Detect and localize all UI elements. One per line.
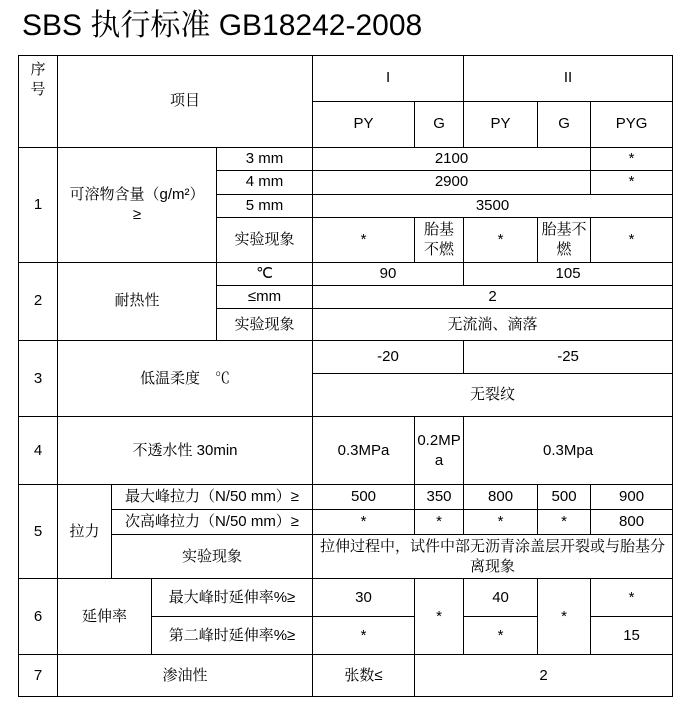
row-oil-permeation [19, 655, 673, 697]
r1-phen-py-ii: * [464, 217, 538, 262]
r6-max-py-ii: 40 [464, 579, 538, 617]
r1-sub-4mm: 4 mm [217, 171, 313, 194]
r5-sec-g-ii: * [538, 510, 591, 535]
r1-phen-py-i: * [313, 217, 415, 262]
r1-phen-g-i: 胎基不燃 [415, 217, 464, 262]
r6-seq: 6 [19, 579, 58, 655]
r6-label: 延伸率 [58, 579, 152, 655]
r1-phen-g-ii: 胎基不燃 [538, 217, 591, 262]
header-group-i-cell: I [313, 56, 464, 102]
r5-sec-py-i: * [313, 510, 415, 535]
r5-max-pyg: 900 [591, 485, 673, 510]
r5-phen-value: 拉伸过程中，试件中部无沥青涂盖层开裂或与胎基分离现象 [313, 535, 673, 579]
r1-sub-5mm: 5 mm [217, 194, 313, 217]
r1-sub-phen: 实验现象 [217, 217, 313, 262]
r4-seq: 4 [19, 417, 58, 485]
header-col-py-ii: PY [464, 102, 538, 148]
r2-temp-i-value: 90 [313, 262, 464, 285]
row-lowtemp-values [19, 341, 673, 374]
r4-label: 不透水性 30min [58, 417, 313, 485]
header-group-ii-cell: II [464, 56, 673, 102]
r2-sub-temp: ℃ [217, 262, 313, 285]
r5-sub-max: 最大峰拉力（N/50 mm）≥ [112, 485, 313, 510]
r1-label-cell [58, 148, 217, 263]
r1-4mm-value: 2900 [313, 171, 591, 194]
r6-sub-second: 第二峰时延伸率%≥ [152, 617, 313, 655]
r2-seq: 2 [19, 262, 58, 341]
r1-5mm-value: 3500 [313, 194, 673, 217]
r5-max-g-i: 350 [415, 485, 464, 510]
r1-4mm-pyg-value: * [591, 171, 673, 194]
r1-3mm-value: 2100 [313, 148, 591, 171]
r7-value: 2 [415, 655, 673, 697]
r4-py-i-value: 0.3MPa [313, 417, 415, 485]
r3-i-value: -20 [313, 341, 464, 374]
r6-max-py-i: 30 [313, 579, 415, 617]
r2-phen-value: 无流淌、滴落 [313, 309, 673, 341]
r2-temp-ii-value: 105 [464, 262, 673, 285]
row-tensile-phenomenon [19, 535, 673, 579]
row-impermeability [19, 417, 673, 485]
r2-mm-value: 2 [313, 286, 673, 309]
r2-sub-phen: 实验现象 [217, 309, 313, 341]
header-col-g-i: G [415, 102, 464, 148]
r5-sub-phen: 实验现象 [112, 535, 313, 579]
row-tensile-second [19, 510, 673, 535]
r6-g-i-value: * [415, 579, 464, 655]
header-seq-cell [19, 56, 58, 148]
r3-label: 低温柔度 ℃ [58, 341, 313, 417]
header-item-cell: 项目 [58, 56, 313, 148]
r1-3mm-pyg-value: * [591, 148, 673, 171]
r1-gte-symbol: ≥ [132, 205, 142, 223]
r7-seq: 7 [19, 655, 58, 697]
r1-seq: 1 [19, 148, 58, 263]
r4-ii-value: 0.3Mpa [464, 417, 673, 485]
r6-sec-pyg: 15 [591, 617, 673, 655]
header-row-groups [19, 56, 673, 102]
header-seq-label: 序号 [30, 61, 46, 99]
r5-max-py-i: 500 [313, 485, 415, 510]
r6-g-ii-value: * [538, 579, 591, 655]
header-col-g-ii: G [538, 102, 591, 148]
r2-sub-mm: ≤mm [217, 286, 313, 309]
r5-max-py-ii: 800 [464, 485, 538, 510]
r3-ii-value: -25 [464, 341, 673, 374]
r2-label: 耐热性 [58, 262, 217, 341]
r7-label: 渗油性 [58, 655, 313, 697]
r5-sec-g-i: * [415, 510, 464, 535]
r5-label: 拉力 [58, 485, 112, 579]
r6-sub-max: 最大峰时延伸率%≥ [152, 579, 313, 617]
page-title: SBS 执行标准 GB18242-2008 [22, 9, 423, 42]
r5-sec-py-ii: * [464, 510, 538, 535]
r1-phen-pyg: * [591, 217, 673, 262]
r1-sub-3mm: 3 mm [217, 148, 313, 171]
r4-g-i-value: 0.2MPa [415, 417, 464, 485]
row-soluble-3mm [19, 148, 673, 171]
r5-sec-pyg: 800 [591, 510, 673, 535]
r1-label: 可溶物含量（g/m²） [69, 185, 205, 203]
r5-sub-second: 次高峰拉力（N/50 mm）≥ [112, 510, 313, 535]
r5-max-g-ii: 500 [538, 485, 591, 510]
row-heat-temp [19, 262, 673, 285]
header-col-py-i: PY [313, 102, 415, 148]
r5-seq: 5 [19, 485, 58, 579]
header-col-pyg: PYG [591, 102, 673, 148]
spec-table [18, 55, 673, 697]
r6-sec-py-i: * [313, 617, 415, 655]
r7-sub: 张数≤ [313, 655, 415, 697]
r6-sec-py-ii: * [464, 617, 538, 655]
r3-phen-value: 无裂纹 [313, 374, 673, 417]
r3-seq: 3 [19, 341, 58, 417]
row-elongation-max [19, 579, 673, 617]
r6-max-pyg: * [591, 579, 673, 617]
row-tensile-max [19, 485, 673, 510]
